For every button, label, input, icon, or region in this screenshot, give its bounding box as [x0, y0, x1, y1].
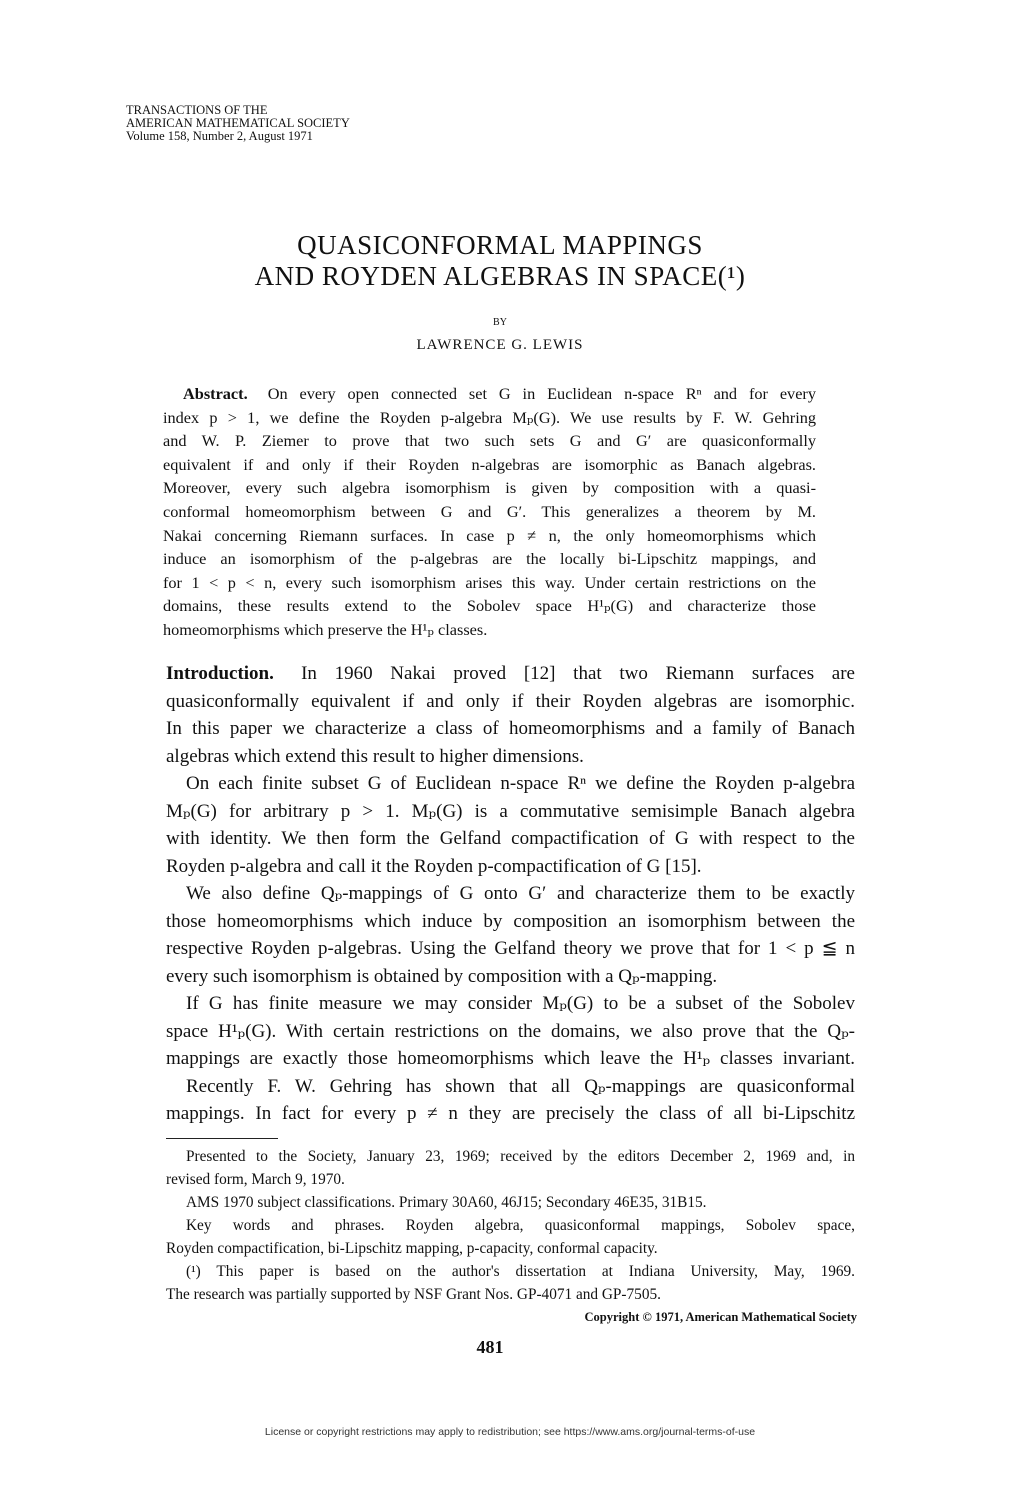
by-label: BY	[493, 317, 507, 328]
abstract-line	[163, 524, 816, 548]
introduction-line	[166, 688, 855, 716]
footnotes-line-text: AMS 1970 subject classifications. Primary 30A60, 46J15; Secondary 46E35, 31B15.	[186, 1194, 707, 1211]
introduction-line-text: Mₚ(G) for arbitrary p > 1. Mₚ(G) is a commutative semisimple Banach algebra	[166, 800, 855, 822]
footnotes	[166, 1145, 855, 1306]
abstract-line-text: homeomorphisms which preserve the H¹ₚ classes.	[163, 619, 488, 639]
introduction-line-text: with identity. We then form the Gelfand compactification of G with respect to the	[166, 828, 855, 849]
title-line-1: QUASICONFORMAL MAPPINGS	[297, 230, 703, 260]
abstract-line-text: conformal homeomorphism between G and G′. This generalizes a theorem by M.	[163, 501, 816, 521]
journal-name-line2: AMERICAN MATHEMATICAL SOCIETY	[126, 116, 350, 130]
introduction-line-text: respective Royden p-algebras. Using the Gelfand theory we prove that for 1 < p ≦ n	[166, 938, 855, 959]
footnotes-line-text: (¹) This paper is based on the author's dissertation at Indiana University, May, 1969.	[186, 1263, 855, 1280]
footnotes-line-text: revised form, March 9, 1970.	[166, 1171, 345, 1188]
paper-title	[0, 230, 1000, 292]
introduction-line-text: In 1960 Nakai proved [12] that two Riemann surfaces are	[301, 663, 855, 684]
introduction-line	[166, 825, 855, 853]
introduction-line	[166, 880, 855, 908]
introduction-line-text: In this paper we characterize a class of homeomorphisms and a family of Banach	[166, 718, 855, 739]
abstract-line	[163, 500, 816, 524]
abstract-line	[163, 406, 816, 430]
footnotes-line	[166, 1145, 855, 1168]
introduction-line-text: those homeomorphisms which induce by composition an isomorphism between the	[166, 910, 855, 932]
footnotes-line-text: Key words and phrases. Royden algebra, quasiconformal mappings, Sobolev space,	[186, 1217, 855, 1234]
abstract-line-text: for 1 < p < n, every such isomorphism arises this way. Under certain restrictions on the	[163, 572, 816, 592]
introduction-line	[166, 1073, 855, 1101]
author-name: LAWRENCE G. LEWIS	[416, 337, 584, 353]
introduction-line	[166, 908, 855, 936]
introduction-line	[166, 743, 855, 771]
abstract-line-text: and W. P. Ziemer to prove that two such sets G and G′ are quasiconformally	[163, 431, 816, 451]
introduction-line	[166, 935, 855, 963]
copyright-notice: Copyright © 1971, American Mathematical Society	[584, 1310, 857, 1324]
introduction-line-text: We also define Qₚ-mappings of G onto G′ and characterize them to be exactly	[186, 883, 855, 904]
abstract-line	[163, 618, 816, 642]
introduction-label: Introduction.	[166, 663, 274, 684]
abstract-line-text: induce an isomorphism of the p-algebras are the locally bi-Lipschitz mappings, and	[163, 549, 816, 569]
footnotes-line	[166, 1191, 855, 1214]
footnotes-line	[166, 1237, 855, 1260]
abstract-line-text: equivalent if and only if their Royden n-algebras are isomorphic as Banach algebras.	[163, 454, 816, 474]
abstract-line-text: index p > 1, we define the Royden p-algebra Mₚ(G). We use results by F. W. Gehring	[163, 407, 816, 427]
introduction-line-text: If G has finite measure we may consider Mₚ(G) to be a subset of the Sobolev	[186, 993, 855, 1014]
journal-volume: Volume 158, Number 2, August 1971	[126, 129, 313, 143]
license-notice: License or copyright restrictions may apply to redistribution; see https://www.ams.org/journal-terms-of-use	[264, 1426, 756, 1438]
footnotes-line	[166, 1214, 855, 1237]
abstract	[163, 382, 816, 642]
introduction-line	[166, 990, 855, 1018]
introduction-line	[166, 1100, 855, 1128]
introduction-line-text: quasiconformally equivalent if and only if their Royden algebras are isomorphic.	[166, 690, 855, 712]
introduction-line	[166, 1045, 855, 1073]
abstract-line-text: Nakai concerning Riemann surfaces. In case p ≠ n, the only homeomorphisms which	[163, 525, 816, 545]
journal-header	[126, 104, 350, 143]
introduction-line	[166, 660, 855, 688]
introduction-line-text: algebras which extend this result to higher dimensions.	[166, 745, 584, 767]
abstract-line	[163, 453, 816, 477]
abstract-line	[163, 547, 816, 571]
introduction-line	[166, 715, 855, 743]
introduction-line	[166, 853, 855, 881]
introduction-line	[166, 770, 855, 798]
footnotes-line-text: Royden compactification, bi-Lipschitz mapping, p-capacity, conformal capacity.	[166, 1240, 658, 1257]
abstract-line-text: domains, these results extend to the Sobolev space H¹ₚ(G) and characterize those	[163, 596, 816, 616]
footnotes-line	[166, 1283, 855, 1306]
abstract-line	[163, 476, 816, 500]
introduction-line-text: mappings are exactly those homeomorphisms which leave the H¹ₚ classes invariant.	[166, 1048, 855, 1069]
introduction-line	[166, 1018, 855, 1046]
footnotes-line-text: The research was partially supported by NSF Grant Nos. GP-4071 and GP-7505.	[166, 1286, 661, 1303]
title-line-2: AND ROYDEN ALGEBRAS IN SPACE(¹)	[254, 261, 746, 291]
footnotes-line-text: Presented to the Society, January 23, 1969; received by the editors December 2, 1969 and, in	[186, 1148, 855, 1165]
page-number: 481	[476, 1337, 504, 1357]
introduction-line	[166, 798, 855, 826]
footnote-rule	[166, 1138, 278, 1139]
abstract-label: Abstract.	[183, 384, 248, 403]
abstract-line-text: Moreover, every such algebra isomorphism is given by composition with a quasi-	[163, 478, 816, 498]
footnotes-line	[166, 1168, 855, 1191]
introduction-line-text: every such isomorphism is obtained by composition with a Qₚ-mapping.	[166, 965, 718, 987]
introduction-section	[166, 660, 855, 1128]
abstract-line	[163, 571, 816, 595]
journal-name-line1: TRANSACTIONS OF THE	[126, 103, 268, 117]
abstract-line	[163, 382, 816, 406]
introduction-line	[166, 963, 855, 991]
introduction-line-text: On each finite subset G of Euclidean n-space Rⁿ we define the Royden p-algebra	[186, 773, 855, 794]
introduction-line-text: mappings. In fact for every p ≠ n they are precisely the class of all bi-Lipschitz	[166, 1103, 855, 1124]
abstract-line-text: On every open connected set G in Euclidean n-space Rⁿ and for every	[267, 384, 816, 403]
abstract-line	[163, 594, 816, 618]
footnotes-line	[166, 1260, 855, 1283]
abstract-line	[163, 429, 816, 453]
introduction-line-text: Recently F. W. Gehring has shown that all Qₚ-mappings are quasiconformal	[186, 1075, 855, 1097]
introduction-line-text: space H¹ₚ(G). With certain restrictions on the domains, we also prove that the Qₚ-	[166, 1020, 855, 1042]
introduction-line-text: Royden p-algebra and call it the Royden p-compactification of G [15].	[166, 855, 702, 877]
